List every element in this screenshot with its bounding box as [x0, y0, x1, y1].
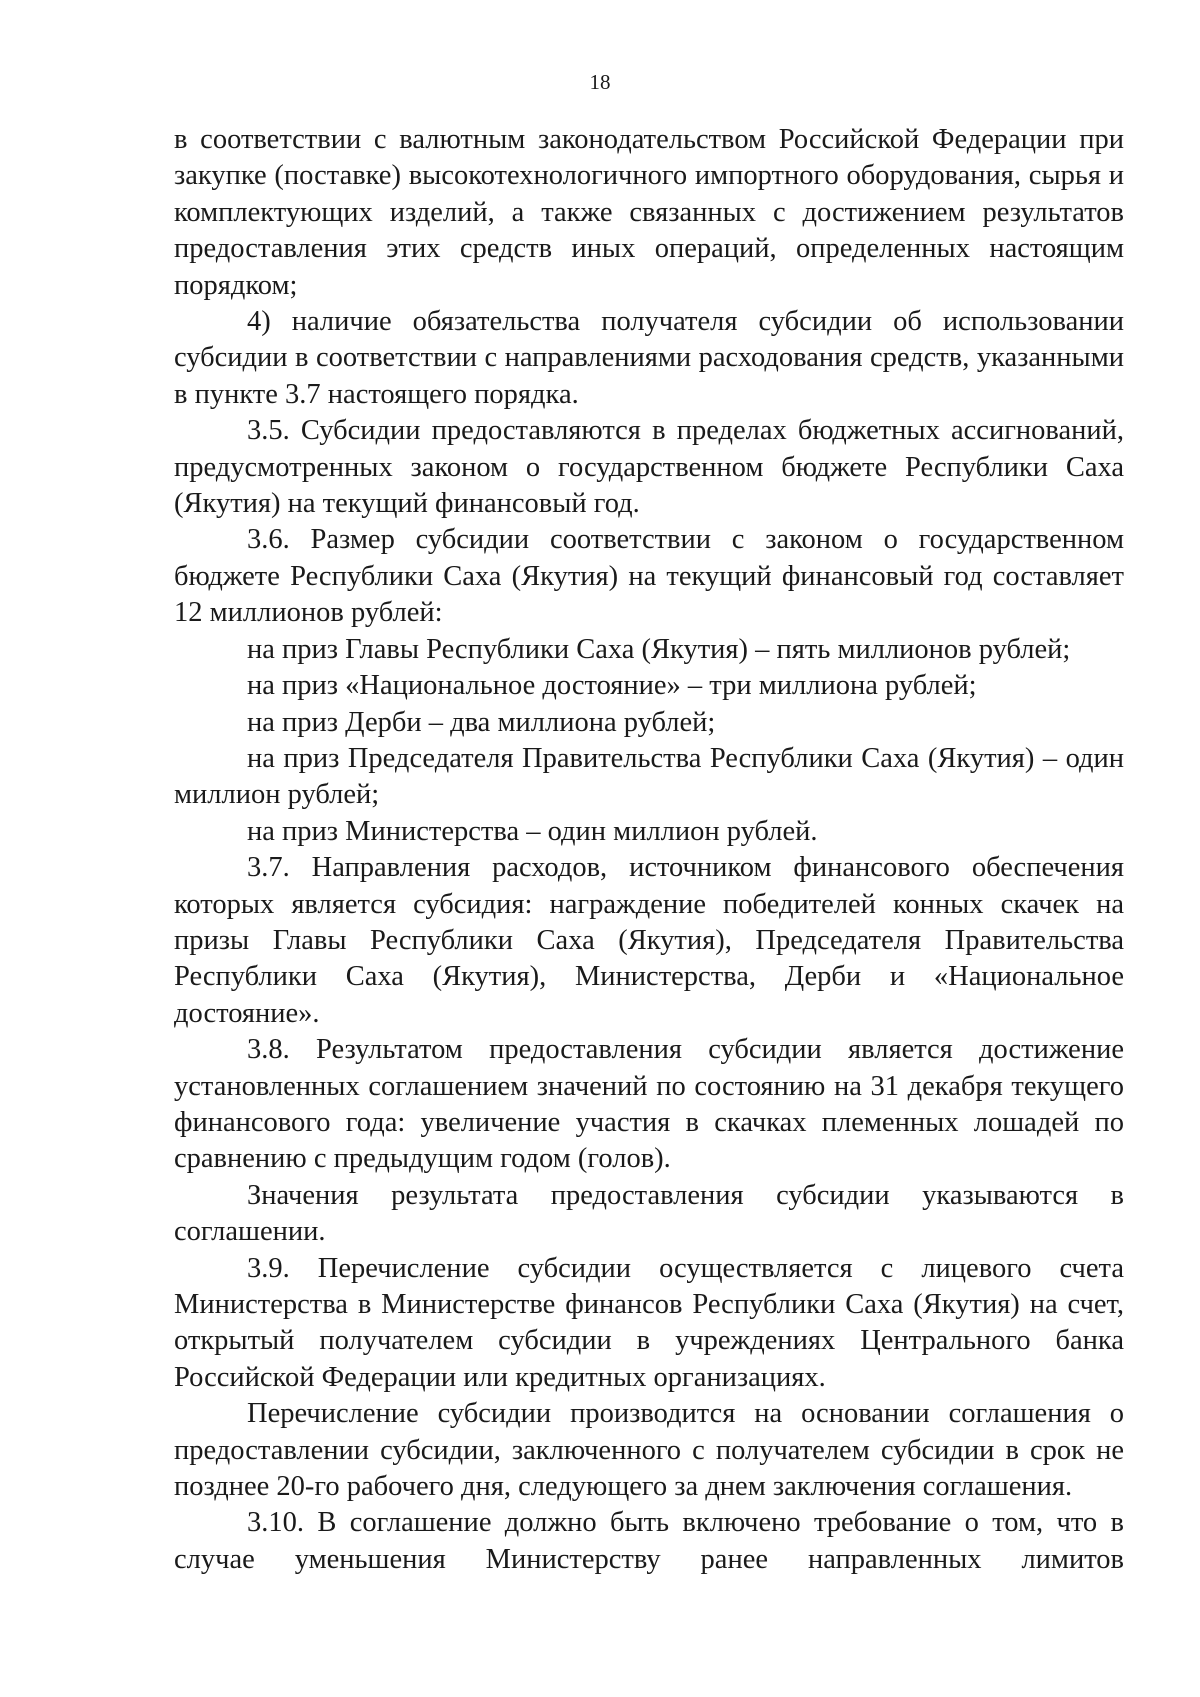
- paragraph: на приз Дерби – два миллиона рублей;: [247, 706, 716, 738]
- paragraph: на приз Министерства – один миллион рублей.: [247, 815, 818, 847]
- paragraph: 3.7. Направления расходов, источником финансового обеспечения которых является субсидия: награждение победителей конных скачек на призы Главы Республики Саха (Якутия), Председателя Правительства Республики Саха (Якутия), Министерства, Дерби и «Национальное достояние».: [174, 852, 1124, 1029]
- paragraph: 4) наличие обязательства получателя субсидии об использовании субсидии в соответствии с направлениями расходования средств, указанными в пункте 3.7 настоящего порядка.: [174, 306, 1124, 410]
- paragraph: 3.9. Перечисление субсидии осуществляется с лицевого счета Министерства в Министерстве финансов Республики Саха (Якутия) на счет, открытый получателем субсидии в учреждениях Центрального банка Российской Федерации или кредитных организациях.: [174, 1252, 1124, 1393]
- document-body: [174, 122, 1124, 1578]
- page-number: 18: [589, 70, 611, 94]
- paragraph: 3.8. Результатом предоставления субсидии является достижение установленных соглашением значений по состоянию на 31 декабря текущего финансового года: увеличение участия в скачках племенных лошадей по сравнению с предыдущим годом (голов).: [174, 1034, 1124, 1175]
- paragraph: 3.6. Размер субсидии соответствии с законом о государственном бюджете Республики Саха (Якутия) на текущий финансовый год составляет 12 миллионов рублей:: [174, 524, 1124, 629]
- paragraph: Перечисление субсидии производится на основании соглашения о предоставлении субсидии, заключенного с получателем субсидии в срок не позднее 20-го рабочего дня, следующего за днем заключения соглашения.: [174, 1398, 1124, 1503]
- paragraph: на приз Главы Республики Саха (Якутия) – пять миллионов рублей;: [247, 633, 1071, 665]
- paragraph: 3.5. Субсидии предоставляются в пределах бюджетных ассигнований, предусмотренных законом о государственном бюджете Республики Саха (Якутия) на текущий финансовый год.: [174, 415, 1124, 520]
- paragraph: на приз «Национальное достояние» – три миллиона рублей;: [247, 670, 977, 702]
- paragraph: Значения результата предоставления субсидии указываются в соглашении.: [174, 1179, 1124, 1248]
- paragraph: на приз Председателя Правительства Республики Саха (Якутия) – один миллион рублей;: [174, 742, 1124, 811]
- paragraph: 3.10. В соглашение должно быть включено требование о том, что в случае уменьшения Министерству ранее направленных лимитов: [174, 1507, 1124, 1575]
- paragraph: в соответствии с валютным законодательством Российской Федерации при закупке (поставке) высокотехнологичного импортного оборудования, сырья и комплектующих изделий, а также связанных с достижением результатов предоставления этих средств иных операций, определенных настоящим порядком;: [174, 124, 1124, 301]
